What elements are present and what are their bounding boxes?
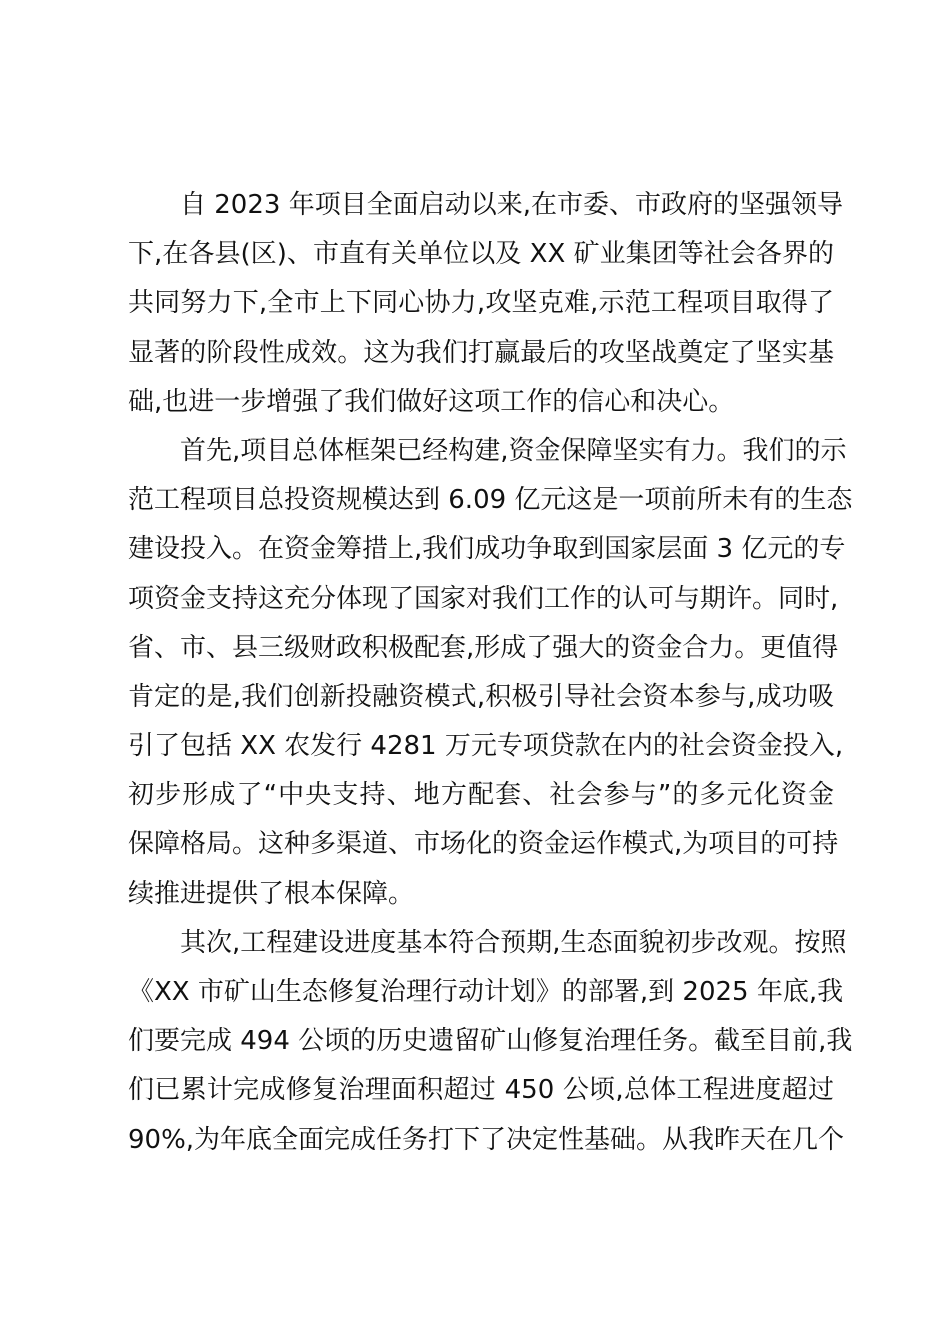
text-line: 省、市、县三级财政积极配套,形成了强大的资金合力。更值得 <box>128 632 839 663</box>
text-line: 自 2023 年项目全面启动以来,在市委、市政府的坚强领导 <box>180 190 843 220</box>
text-line: 90%,为年底全面完成任务打下了决定性基础。从我昨天在几个 <box>128 1124 845 1155</box>
text-line: 范工程项目总投资规模达到 6.09 亿元这是一项前所未有的生态 <box>128 485 853 516</box>
text-line: 础,也进一步增强了我们做好这项工作的信心和决心。 <box>128 386 735 417</box>
text-line: 们已累计完成修复治理面积超过 450 公顷,总体工程进度超过 <box>128 1075 834 1106</box>
text-line: 保障格局。这种多渠道、市场化的资金运作模式,为项目的可持 <box>128 829 839 860</box>
text-line: 肯定的是,我们创新投融资模式,积极引导社会资本参与,成功吸 <box>128 681 834 712</box>
text-line: 下,在各县(区)、市直有关单位以及 XX 矿业集团等社会各界的 <box>128 239 834 270</box>
text-line: 初步形成了“中央支持、地方配套、社会参与”的多元化资金 <box>128 780 834 811</box>
text-line: 引了包括 XX 农发行 4281 万元专项贷款在内的社会资金投入, <box>128 731 844 762</box>
text-line: 项资金支持这充分体现了国家对我们工作的认可与期许。同时, <box>128 583 839 614</box>
text-line: 《XX 市矿山生态修复治理行动计划》的部署,到 2025 年底,我 <box>128 977 844 1007</box>
text-line: 们要完成 494 公顷的历史遗留矿山修复治理任务。截至目前,我 <box>128 1026 853 1057</box>
text-line: 显著的阶段性成效。这为我们打赢最后的攻坚战奠定了坚实基 <box>128 337 834 368</box>
text-line: 共同努力下,全市上下同心协力,攻坚克难,示范工程项目取得了 <box>128 288 834 319</box>
text-line: 续推进提供了根本保障。 <box>128 878 415 909</box>
text-line: 首先,项目总体框架已经构建,资金保障坚实有力。我们的示 <box>180 435 847 466</box>
paragraph-1 <box>128 181 843 427</box>
text-line: 其次,工程建设进度基本符合预期,生态面貌初步改观。按照 <box>180 927 847 958</box>
paragraph-2 <box>128 427 853 919</box>
document-body <box>128 181 853 1165</box>
text-line: 建设投入。在资金筹措上,我们成功争取到国家层面 3 亿元的专 <box>128 534 846 565</box>
paragraph-3 <box>128 919 853 1165</box>
